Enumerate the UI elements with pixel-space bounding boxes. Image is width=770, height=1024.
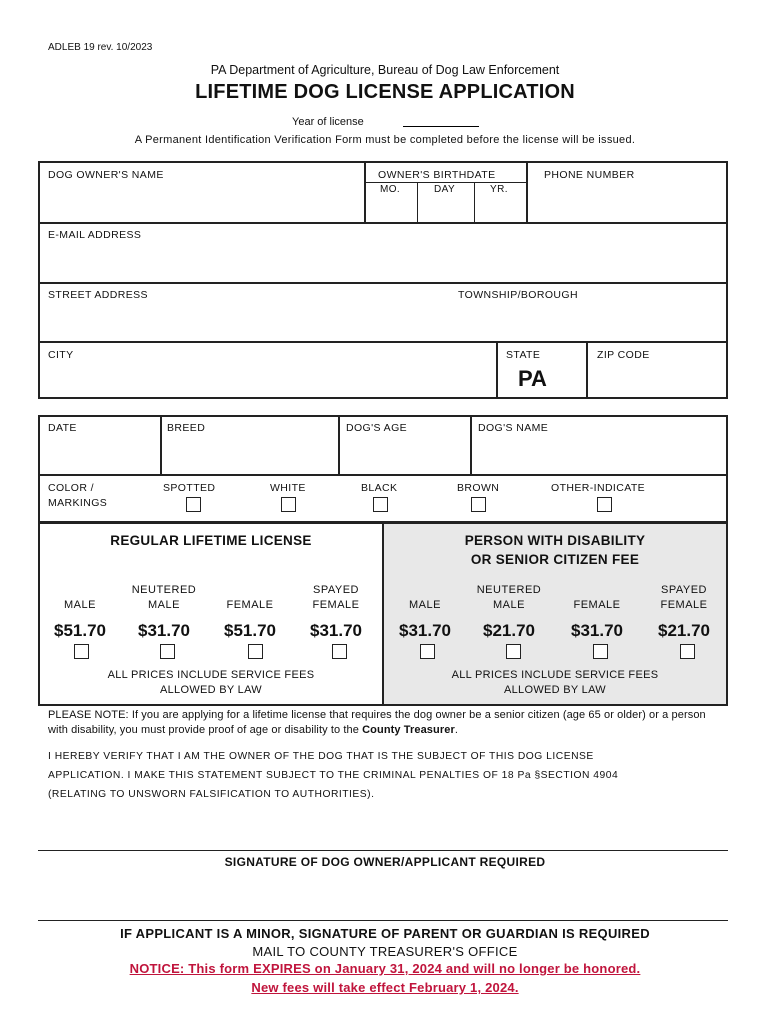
disability-male-price: $31.70: [399, 621, 451, 640]
guardian-signature-label: IF APPLICANT IS A MINOR, SIGNATURE OF PARENT OR GUARDIAN IS REQUIRED: [120, 926, 650, 941]
disability-fees-note-1: ALL PRICES INCLUDE SERVICE FEES: [451, 669, 659, 681]
page-title: LIFETIME DOG LICENSE APPLICATION: [195, 81, 575, 103]
regular-spayed-label-1: SPAYED: [313, 584, 359, 596]
color-brown-checkbox[interactable]: [471, 497, 486, 512]
disability-female-label: FEMALE: [573, 599, 621, 611]
disability-neutered-label-1: NEUTERED: [476, 584, 542, 596]
regular-license-title: REGULAR LIFETIME LICENSE: [110, 533, 312, 548]
disability-fee-title-2: OR SENIOR CITIZEN FEE: [470, 552, 640, 567]
owner-signature-label: SIGNATURE OF DOG OWNER/APPLICANT REQUIRED: [224, 855, 546, 869]
dog-name-label: DOG'S NAME: [478, 422, 549, 434]
state-value: PA: [518, 366, 547, 391]
birthdate-day-label: DAY: [434, 184, 456, 195]
verification-line-2: APPLICATION. I MAKE THIS STATEMENT SUBJECT TO THE CRIMINAL PENALTIES OF 18 Pa §SECTION 4904: [48, 770, 619, 781]
color-other-checkbox[interactable]: [597, 497, 612, 512]
regular-male-label: MALE: [64, 599, 96, 611]
disability-neutered-label-2: MALE: [493, 599, 525, 611]
street-label: STREET ADDRESS: [48, 289, 148, 301]
state-label: STATE: [506, 349, 541, 361]
regular-neutered-label-1: NEUTERED: [131, 584, 197, 596]
township-label: TOWNSHIP/BOROUGH: [458, 289, 578, 301]
disability-female-price: $31.70: [571, 621, 623, 640]
verification-line-1: I HEREBY VERIFY THAT I AM THE OWNER OF THE DOG THAT IS THE SUBJECT OF THIS DOG LICENSE: [48, 751, 594, 762]
disability-male-label: MALE: [409, 599, 441, 611]
owner-info-box: [38, 161, 728, 399]
regular-male-checkbox[interactable]: [74, 644, 89, 659]
department-name: PA Department of Agriculture, Bureau of Dog Law Enforcement: [210, 63, 560, 77]
disability-neutered-checkbox[interactable]: [506, 644, 521, 659]
color-black-label: BLACK: [361, 482, 398, 494]
please-note: [48, 708, 728, 738]
color-label: COLOR /: [48, 482, 94, 494]
birthdate-year-label: YR.: [490, 184, 508, 195]
disability-spayed-label-2: FEMALE: [660, 599, 708, 611]
color-spotted-label: SPOTTED: [163, 482, 216, 494]
disability-spayed-price: $21.70: [658, 621, 710, 640]
regular-male-price: $51.70: [54, 621, 106, 640]
please-note-county: County Treasurer: [362, 724, 455, 736]
verification-statement: [48, 747, 738, 804]
phone-label: PHONE NUMBER: [544, 169, 635, 181]
date-label: DATE: [48, 422, 77, 434]
color-white-checkbox[interactable]: [281, 497, 296, 512]
regular-fees-note-2: ALLOWED BY LAW: [159, 684, 262, 696]
expiration-notice: NOTICE: This form EXPIRES on January 31, 2024 and will no longer be honored.: [129, 961, 641, 976]
mail-instructions: MAIL TO COUNTY TREASURER'S OFFICE: [252, 944, 518, 959]
disability-spayed-checkbox[interactable]: [680, 644, 695, 659]
disability-male-checkbox[interactable]: [420, 644, 435, 659]
regular-neutered-label-2: MALE: [148, 599, 180, 611]
regular-fees-note-1: ALL PRICES INCLUDE SERVICE FEES: [107, 669, 315, 681]
regular-female-price: $51.70: [224, 621, 276, 640]
form-id: ADLEB 19 rev. 10/2023: [48, 42, 153, 53]
color-white-label: WHITE: [270, 482, 306, 494]
year-label: Year of license: [292, 116, 364, 128]
color-brown-label: BROWN: [457, 482, 500, 494]
regular-neutered-checkbox[interactable]: [160, 644, 175, 659]
markings-label: MARKINGS: [48, 497, 108, 509]
regular-spayed-price: $31.70: [310, 621, 362, 640]
disability-spayed-label-1: SPAYED: [661, 584, 707, 596]
please-note-text: PLEASE NOTE: If you are applying for a lifetime license that requires the dog owner be a senior citizen (age 65 or older) or a person with disability, you must provide proof of age or disability to the: [48, 709, 706, 736]
regular-female-label: FEMALE: [226, 599, 274, 611]
regular-spayed-label-2: FEMALE: [312, 599, 360, 611]
regular-female-checkbox[interactable]: [248, 644, 263, 659]
owner-name-label: DOG OWNER'S NAME: [48, 169, 164, 181]
zip-label: ZIP CODE: [597, 349, 650, 361]
dog-age-label: DOG'S AGE: [346, 422, 408, 434]
year-field[interactable]: [403, 126, 479, 127]
disability-neutered-price: $21.70: [483, 621, 535, 640]
birthdate-label: OWNER'S BIRTHDATE: [378, 169, 496, 181]
breed-label: BREED: [167, 422, 206, 434]
birthdate-month-label: MO.: [380, 184, 401, 195]
regular-neutered-price: $31.70: [138, 621, 190, 640]
new-fees-notice: New fees will take effect February 1, 2024.: [251, 980, 519, 995]
disability-fees-note-2: ALLOWED BY LAW: [503, 684, 606, 696]
color-other-label: OTHER-INDICATE: [551, 482, 646, 494]
disability-fee-title-1: PERSON WITH DISABILITY: [464, 533, 646, 548]
owner-signature-line[interactable]: [38, 850, 728, 851]
color-spotted-checkbox[interactable]: [186, 497, 201, 512]
city-label: CITY: [48, 349, 74, 361]
color-black-checkbox[interactable]: [373, 497, 388, 512]
permanent-id-note: A Permanent Identification Verification Form must be completed before the license will be issued.: [134, 134, 636, 146]
guardian-signature-line[interactable]: [38, 920, 728, 921]
please-note-end: .: [454, 724, 458, 736]
regular-spayed-checkbox[interactable]: [332, 644, 347, 659]
disability-female-checkbox[interactable]: [593, 644, 608, 659]
email-label: E-MAIL ADDRESS: [48, 229, 142, 241]
verification-line-3: (RELATING TO UNSWORN FALSIFICATION TO AUTHORITIES).: [48, 789, 375, 800]
